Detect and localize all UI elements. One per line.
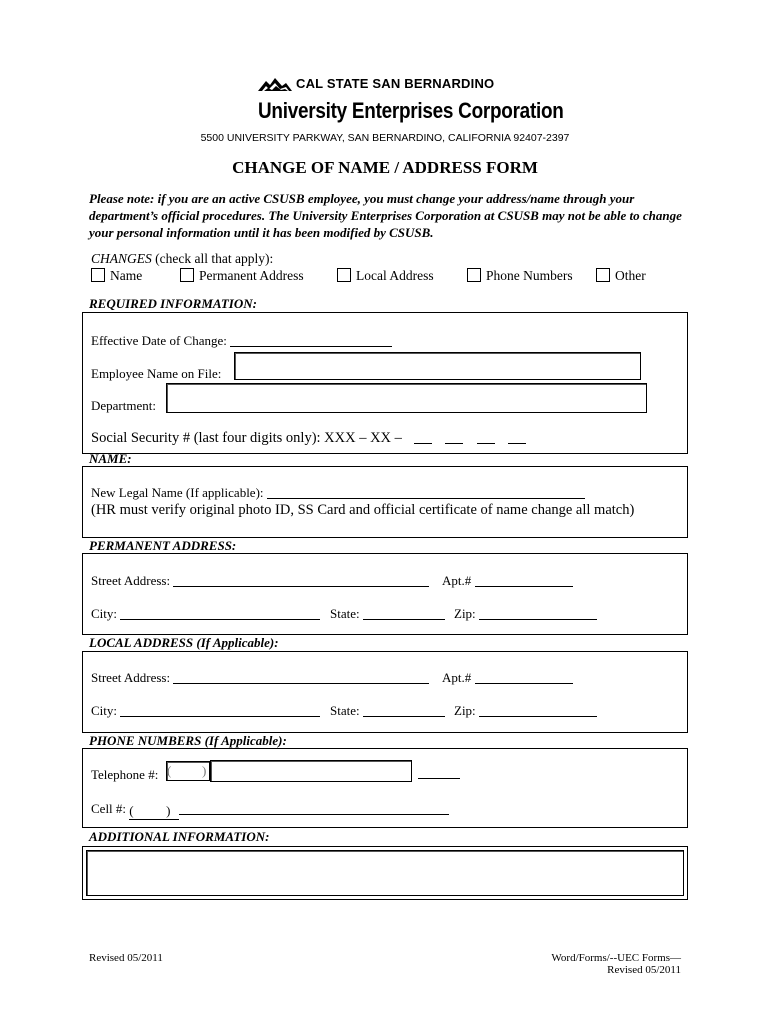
ssn-digit-4[interactable] bbox=[508, 443, 526, 444]
local-street-field[interactable] bbox=[173, 683, 429, 684]
local-zip-row bbox=[454, 703, 597, 719]
effective-date-label: Effective Date of Change: bbox=[91, 333, 227, 348]
ssn-row bbox=[91, 430, 526, 447]
change-option-name[interactable]: Name bbox=[91, 268, 142, 284]
organization-name: University Enterprises Corporation bbox=[258, 98, 564, 123]
new-legal-name-label: New Legal Name (If applicable): bbox=[91, 485, 264, 500]
telephone-number-input[interactable] bbox=[210, 760, 412, 782]
permanent-address-heading: PERMANENT ADDRESS: bbox=[89, 538, 237, 553]
required-info-heading: REQUIRED INFORMATION: bbox=[89, 296, 257, 311]
permanent-street-label: Street Address: bbox=[91, 573, 171, 588]
phone-numbers-heading: PHONE NUMBERS (If Applicable): bbox=[89, 733, 287, 748]
permanent-city-label: City: bbox=[91, 606, 118, 621]
change-option-phone-numbers[interactable]: Phone Numbers bbox=[467, 268, 573, 284]
local-zip-field[interactable] bbox=[479, 716, 597, 717]
permanent-address-box bbox=[82, 553, 688, 635]
logo bbox=[258, 76, 494, 91]
changes-label bbox=[91, 251, 273, 267]
permanent-zip-field[interactable] bbox=[479, 619, 597, 620]
name-heading: NAME: bbox=[89, 451, 132, 466]
new-legal-name-row bbox=[91, 485, 585, 501]
telephone-close-paren-icon: ) bbox=[202, 763, 207, 778]
checkbox[interactable] bbox=[467, 268, 481, 282]
form-note: Please note: if you are an active CSUSB employee, you must change your address/name through your department’s official procedures. The University Enterprises Corporation at CSUSB may not be able to change your personal information until it has been modified by CSUSB. bbox=[89, 191, 682, 240]
local-address-heading: LOCAL ADDRESS (If Applicable): bbox=[89, 635, 279, 650]
change-option-permanent-address[interactable]: Permanent Address bbox=[180, 268, 304, 284]
ssn-label: Social Security # (last four digits only): XXX – XX – bbox=[91, 430, 402, 446]
permanent-city-row bbox=[91, 606, 320, 622]
footer-forms-path: Word/Forms/--UEC Forms— bbox=[551, 952, 681, 964]
cell-number-field[interactable] bbox=[179, 814, 449, 815]
local-apt-label: Apt.# bbox=[442, 670, 472, 685]
telephone-open-paren-icon: ( bbox=[167, 763, 172, 778]
permanent-zip-label: Zip: bbox=[454, 606, 476, 621]
department-input[interactable] bbox=[166, 383, 647, 413]
new-legal-name-field[interactable] bbox=[267, 498, 585, 499]
local-apt-field[interactable] bbox=[475, 683, 573, 684]
permanent-street-row bbox=[91, 573, 429, 589]
change-option-other[interactable]: Other bbox=[596, 268, 646, 284]
form-title: CHANGE OF NAME / ADDRESS FORM bbox=[232, 158, 538, 177]
telephone-label: Telephone #: bbox=[91, 767, 159, 782]
local-city-field[interactable] bbox=[120, 716, 320, 717]
permanent-zip-row bbox=[454, 606, 597, 622]
permanent-state-field[interactable] bbox=[363, 619, 445, 620]
checkbox[interactable] bbox=[180, 268, 194, 282]
cell-label: Cell #: bbox=[91, 801, 127, 816]
department-label: Department: bbox=[91, 398, 156, 413]
cell-row bbox=[91, 801, 449, 820]
mountain-logo-icon bbox=[258, 77, 292, 91]
logo-text: CAL STATE SAN BERNARDINO bbox=[296, 76, 495, 91]
telephone-extension-field[interactable] bbox=[418, 764, 460, 779]
permanent-street-field[interactable] bbox=[173, 586, 429, 587]
organization-address: 5500 UNIVERSITY PARKWAY, SAN BERNARDINO, CALIFORNIA 92407-2397 bbox=[200, 132, 570, 144]
checkbox[interactable] bbox=[91, 268, 105, 282]
effective-date-row bbox=[91, 333, 392, 349]
local-street-label: Street Address: bbox=[91, 670, 171, 685]
footer-revised-left: Revised 05/2011 bbox=[89, 952, 163, 964]
local-city-row bbox=[91, 703, 320, 719]
hr-verification-note: (HR must verify original photo ID, SS Card and official certificate of name change all match) bbox=[91, 502, 635, 518]
local-street-row bbox=[91, 670, 429, 686]
ssn-digit-1[interactable] bbox=[414, 443, 432, 444]
local-state-row bbox=[330, 703, 445, 719]
cell-area-code-field[interactable]: ( ) bbox=[129, 803, 179, 820]
local-state-label: State: bbox=[330, 703, 360, 718]
footer-right bbox=[551, 952, 681, 976]
permanent-city-field[interactable] bbox=[120, 619, 320, 620]
employee-name-input[interactable] bbox=[234, 352, 641, 380]
local-city-label: City: bbox=[91, 703, 118, 718]
checkbox[interactable] bbox=[337, 268, 351, 282]
changes-heading: CHANGES bbox=[91, 251, 152, 266]
local-zip-label: Zip: bbox=[454, 703, 476, 718]
changes-hint: (check all that apply): bbox=[155, 251, 274, 266]
ssn-digit-3[interactable] bbox=[477, 443, 495, 444]
permanent-apt-field[interactable] bbox=[475, 586, 573, 587]
effective-date-field[interactable] bbox=[230, 346, 392, 347]
ssn-digit-2[interactable] bbox=[445, 443, 463, 444]
additional-info-heading: ADDITIONAL INFORMATION: bbox=[89, 829, 270, 844]
employee-name-label: Employee Name on File: bbox=[91, 366, 222, 381]
permanent-state-label: State: bbox=[330, 606, 360, 621]
permanent-state-row bbox=[330, 606, 445, 622]
permanent-apt-row bbox=[442, 573, 573, 589]
additional-info-input[interactable] bbox=[86, 850, 684, 896]
permanent-apt-label: Apt.# bbox=[442, 573, 472, 588]
local-apt-row bbox=[442, 670, 573, 686]
local-address-box bbox=[82, 651, 688, 733]
change-option-local-address[interactable]: Local Address bbox=[337, 268, 434, 284]
local-state-field[interactable] bbox=[363, 716, 445, 717]
checkbox[interactable] bbox=[596, 268, 610, 282]
footer-revised-right: Revised 05/2011 bbox=[607, 964, 681, 976]
